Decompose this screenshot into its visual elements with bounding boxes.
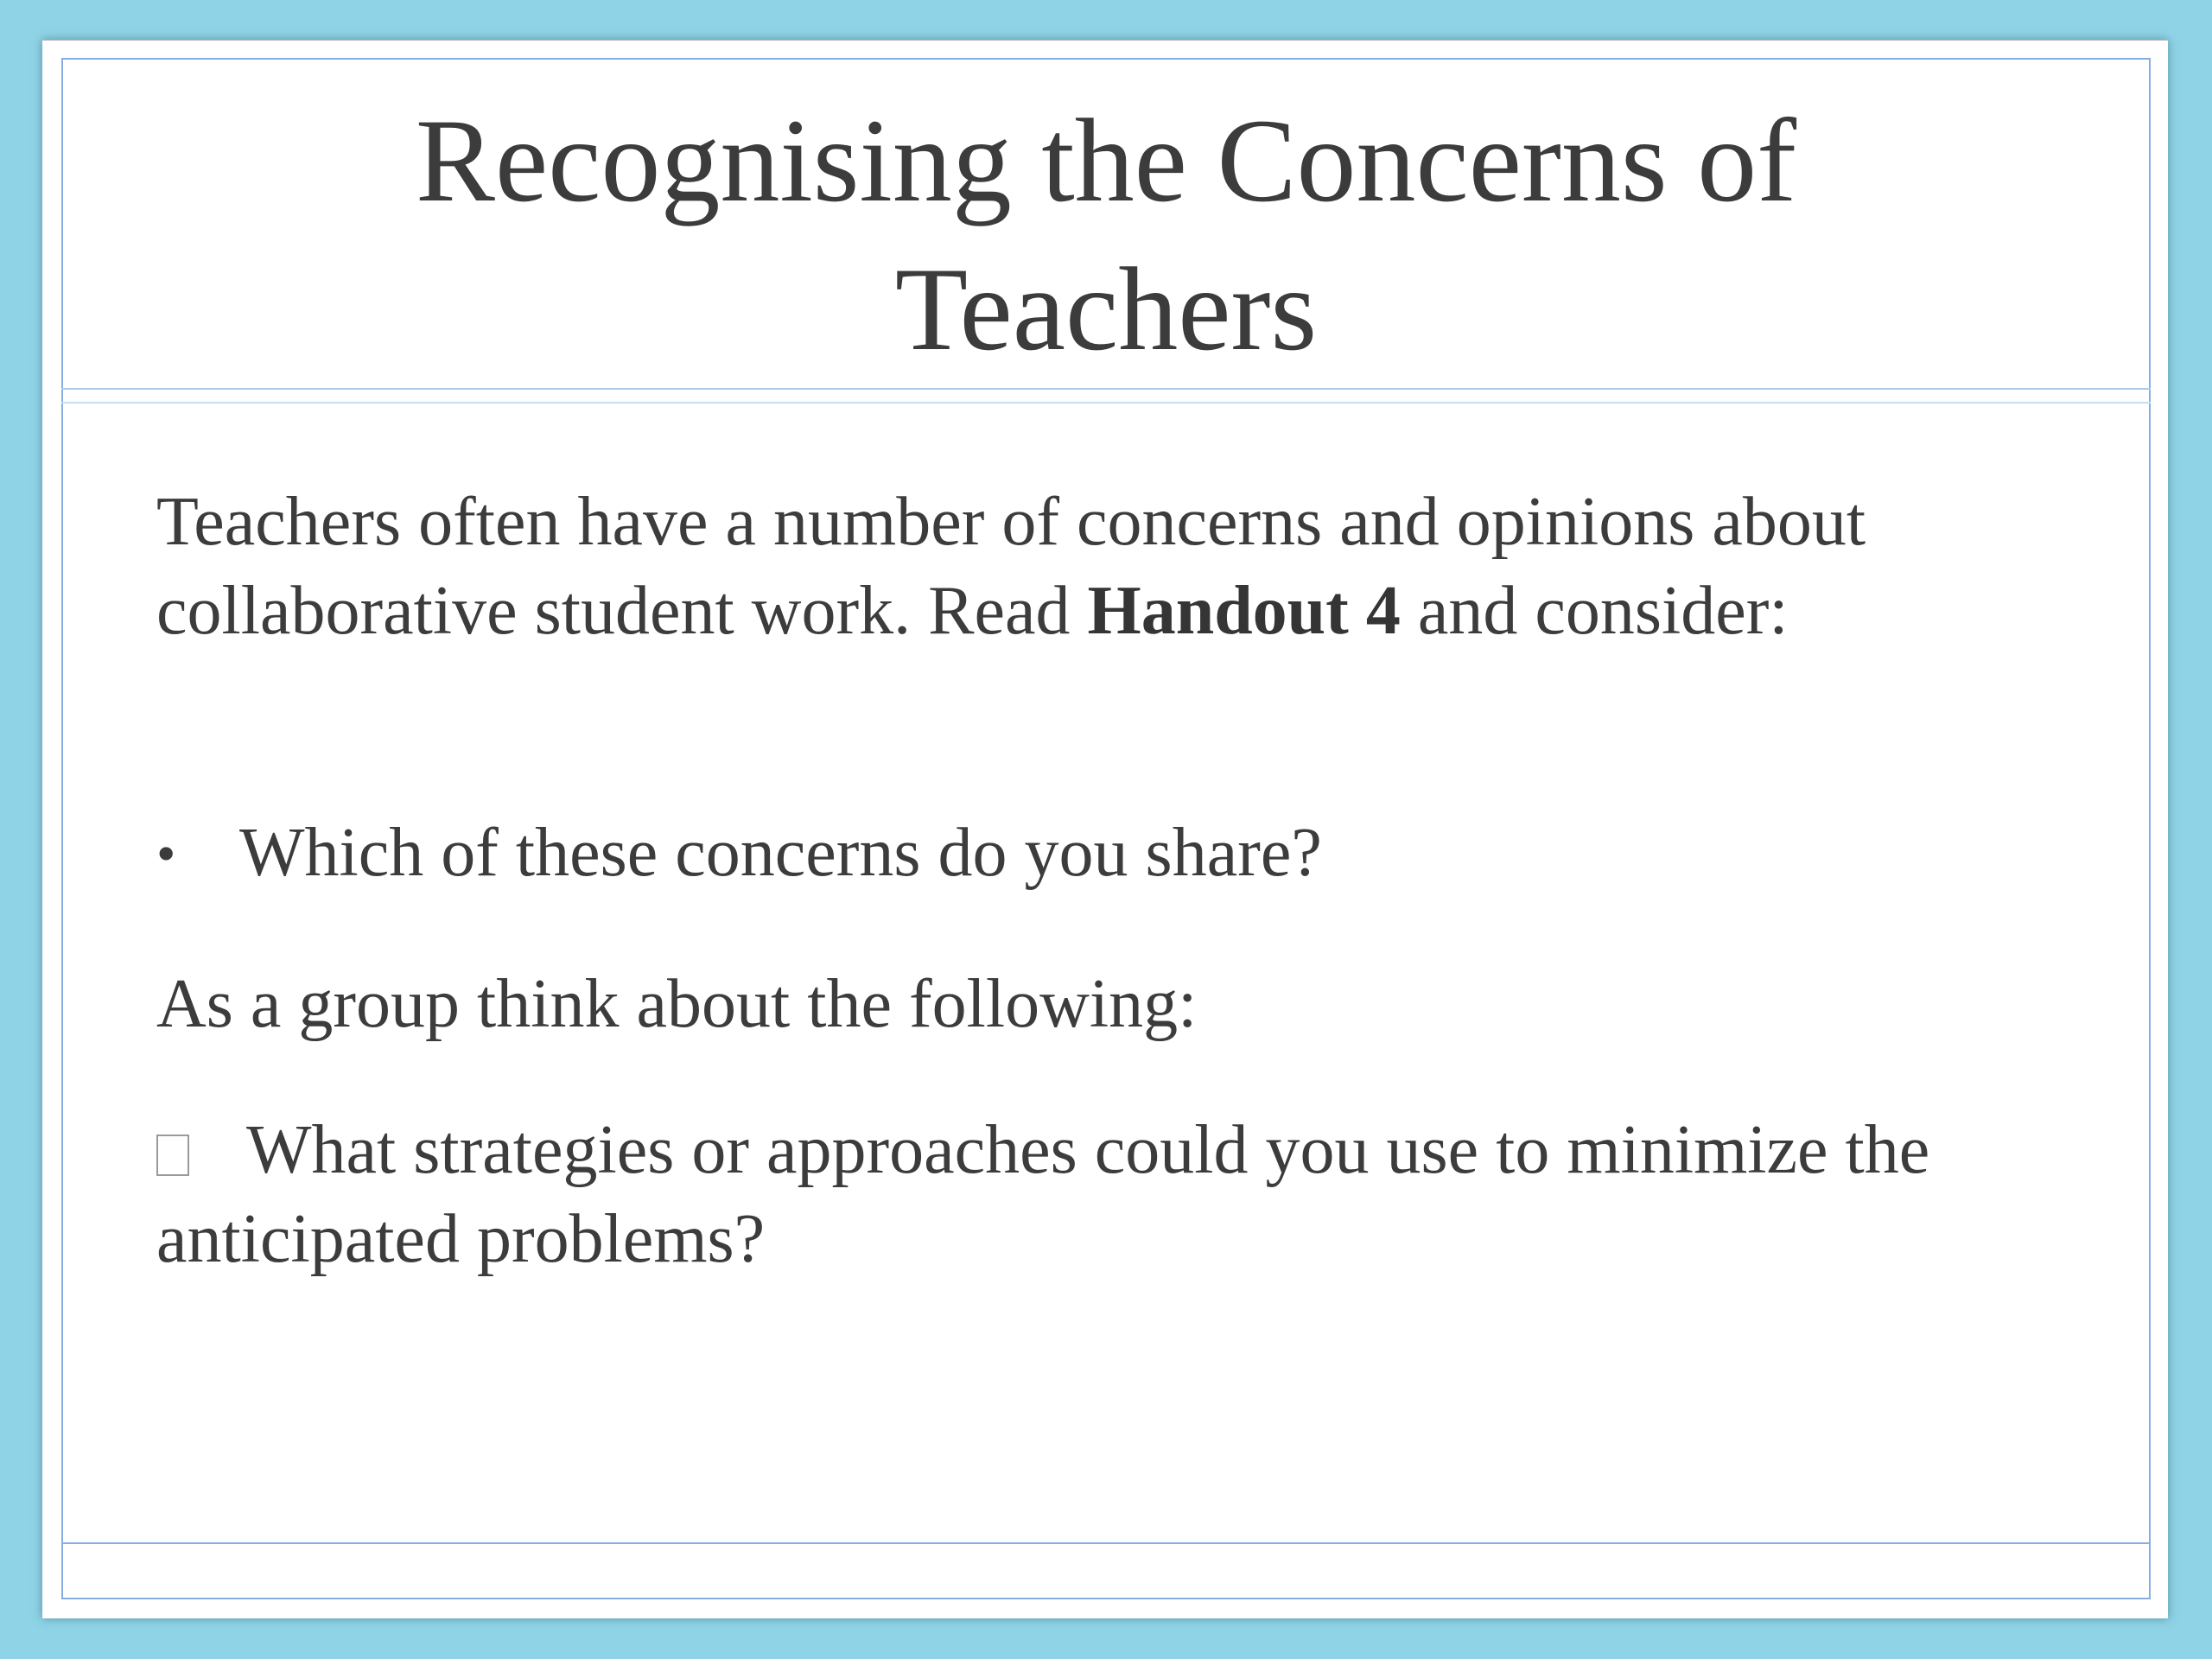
slide-body	[156, 478, 2083, 1277]
title-divider-line-lower	[61, 402, 2151, 404]
slide-title-line-1: Recognising the Concerns of	[415, 94, 1797, 226]
box-item	[156, 1106, 1971, 1284]
bullet-item	[156, 809, 1322, 898]
intro-text-start: Teachers often have a number of concerns and opinions about collaborative student work. Read	[156, 484, 1866, 649]
title-divider-line	[61, 388, 2151, 390]
slide-title-line-2: Teachers	[894, 243, 1318, 375]
bullet-marker: •	[156, 823, 176, 884]
handout-reference: Handout 4	[1087, 573, 1401, 649]
intro-paragraph	[156, 478, 2083, 656]
intro-text-end: and consider:	[1400, 573, 1789, 649]
empty-box-icon	[156, 1135, 189, 1176]
footer-divider-line	[61, 1542, 2151, 1544]
box-item-text: What strategies or approaches could you use to minimize the anticipated problems?	[156, 1112, 1930, 1277]
bullet-text: Which of these concerns do you share?	[239, 815, 1322, 891]
slide-title	[62, 86, 2150, 384]
frame-line-bottom	[61, 1598, 2151, 1599]
group-prompt: As a group think about the following:	[156, 966, 1198, 1042]
title-area	[62, 57, 2150, 387]
